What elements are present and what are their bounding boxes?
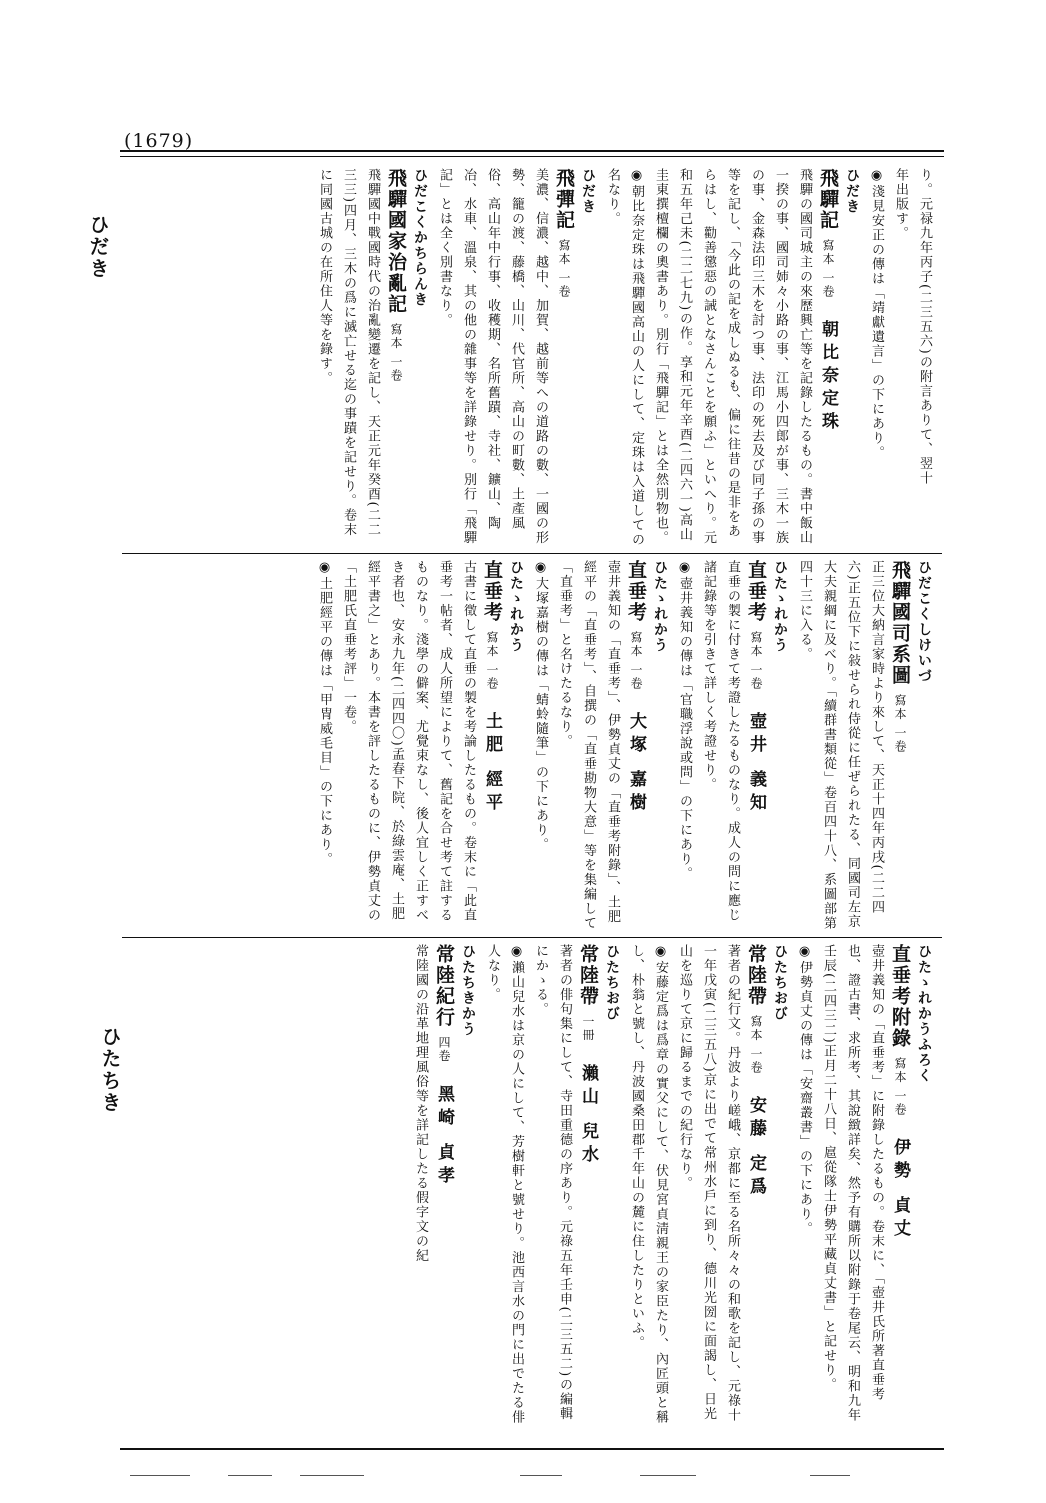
entry-heading [744,944,768,1428]
entry-title: 常陸帶 [745,944,767,1007]
entry-format: 寫本 一卷 [893,1057,907,1117]
entry-heading [888,944,912,1428]
entry-reading: ひだこくかちらんき [412,168,428,308]
entry-author: 大塚 嘉樹 [626,712,646,817]
entry-reading: ひだき [580,168,596,215]
entry-title: 飛驒記 [817,168,839,231]
entry-format: 寫本 一卷 [629,631,643,691]
footer-rule [520,1475,562,1476]
entry-heading [888,560,912,932]
entry [672,560,792,932]
biography-note: ◉壺井義知の傳は「官職浮說或問」の下にあり。 [677,560,692,881]
entry-heading [480,560,504,932]
entry-title: 直垂考 [481,560,503,623]
entry-reading: ひたゝれかう [772,560,788,653]
entry-reading: ひたゝれかう [508,560,524,653]
entry [480,944,624,1428]
entry-author: 壺井 義知 [746,712,766,817]
entry-text: 古書に徵して直垂の製を考論したるもの。卷末に「此直垂考一帖者、成人所望によりて、舊記を合せ考て註するものなり。淺學の僻案、尤覺束なし、後人宜しく正すべき者也、安永九年(二四四〇)孟春下院、於綠雲庵、土肥經平書之」とあり。本書を評したるものに、伊勢貞丈の「土肥氏直垂考評」一卷。 [341,560,476,923]
continuation-line: り。元禄九年丙子(二三五六)の附言ありて、翌十 [917,168,932,486]
entry [792,944,936,1428]
entry-author: 朝比奈定珠 [818,320,838,436]
entry-title: 常陸帶 [577,944,599,1007]
entry-title: 直垂考 [745,560,767,623]
entry-author: 安藤 定爲 [746,1096,766,1201]
entry-format: 一冊 [581,1015,595,1042]
running-head-right: ひたちき [98,1026,122,1114]
bottom-section [130,944,936,1428]
entry-text: 著者の俳句集にして、寺田重德の序あり。元祿五年壬申(二三五二)の編輯にかゝる。 [533,944,572,1422]
entry-title: 直垂考附錄 [889,944,911,1049]
biography-note: ◉土肥經平の傳は「甲冑威毛目」の下にあり。 [317,560,332,867]
entry [312,560,528,932]
entry-reading: ひたちきかう [460,944,476,1037]
running-head-left: ひだき [86,214,110,280]
entry-reading: ひたゝれかうふろく [916,944,932,1084]
entry [312,168,432,548]
footer-rule [228,1475,272,1476]
entry-author: 伊勢 貞丈 [890,1138,910,1243]
top-section [130,168,936,548]
biography-note: ◉大塚嘉樹の傳は「蜻蛉隨筆」の下にあり。 [533,560,548,852]
entry-text: 常陸國の沿革地理風俗等を詳記したる假字文の紀 [413,944,428,1263]
entry-text: 美濃、信濃、越中、加賀、越前等への道路の數、一國の形勢、籠の渡、藤橋、山川、代官所、高山の町數、土產風俗、高山年中行事、收穫期、名所舊蹟、寺社、鑛山、陶冶、水車、溫泉、其の他の雜事等を詳錄せり。別行「飛驒記」とは全く別書なり。 [437,168,548,545]
entry-format: 寫本 一卷 [749,631,763,691]
entry-text: 壺井義知の「直垂考」に附錄したるもの。卷末に、「壺井氏所著直垂考也、證古書、求所考、其說緻詳矣、然予有購所以附錄于卷尾云、明和九年壬辰(二四三二)正月二十八日、扈從隊士伊勢平藏貞丈書」と記せり。 [821,944,884,1423]
entry-author: 黑崎 貞孝 [434,1085,454,1189]
entry-heading [576,944,600,1428]
section-divider [122,937,942,938]
entry [528,560,672,932]
entry-heading [744,560,768,932]
footer-rule [300,1475,364,1476]
entry-reading: ひたちおび [604,944,620,1022]
entry-reading: ひたゝれかう [652,560,668,653]
entry-reading: ひだき [844,168,860,215]
entry-title: 常陸紀行 [433,944,455,1028]
biography-note: ◉安藤定爲は爲章の實父にして、伏見宮貞淸親王の家臣たり、內匠頭と稱し、朴翁と號し、丹波國桑田郡千年山の麓に住したりといふ。 [629,944,668,1425]
page-number: (1679) [124,130,194,152]
footer-rule [130,1475,190,1476]
entry-text: 壺井義知の「直垂考」、伊勢貞丈の「直垂考附錄」、土肥經平の「直垂考」、自撰の「直垂勘物大意」等を集編して「直垂考」と名けたるなり。 [557,560,620,931]
entry-heading [816,168,840,548]
middle-section [130,560,936,932]
entry-format: 寫本 一卷 [893,694,907,754]
entry-format: 寫本 一卷 [485,631,499,691]
entry-reading: ひだこくしけいづ [916,560,932,684]
biography-note: ◉朝比奈定珠は飛驒國高山の人にして、定珠は入道しての名なり。 [605,168,644,547]
entry-heading [624,560,648,932]
entry-title: 飛驒國司系圖 [889,560,911,686]
entry-format: 寫本 一卷 [389,323,403,383]
entry-heading [384,168,408,548]
footer-rule [640,1475,696,1476]
entry [624,944,792,1428]
entry-heading [552,168,576,548]
entry-title: 飛彈記 [553,168,575,231]
continuation-line: 年出版す。 [893,168,908,241]
biography-note: ◉瀨山兒水は京の人にして、芳樹軒と號せり。池西言水の門に出でたる俳人なり。 [485,944,524,1425]
biography-note: ◉淺見安正の傳は「靖獻遺言」の下にあり。 [869,168,884,460]
entry-format: 寫本 一卷 [749,1015,763,1075]
entry [432,168,600,548]
entry [792,560,936,932]
entry-title: 飛驒國家治亂記 [385,168,407,315]
section-divider [122,553,942,554]
entry-text: 正三位大納言家時より來して、天正十四年丙戌(二二四六)正五位下に敍せられ侍從に任ぜられたる、同國司左京大夫親綱に及べり。「續群書類從」卷百四十八、系圖部第四十三に入る。 [797,560,884,931]
entry-title: 直垂考 [625,560,647,623]
entry-format: 寫本 一卷 [557,239,571,299]
entry-reading: ひたちおび [772,944,788,1022]
biography-note: ◉伊勢貞丈の傳は「安齋叢書」の下にあり。 [797,944,812,1236]
entry-format: 寫本 一卷 [821,239,835,299]
entry-text: 飛驒の國司城主の來歷興亡等を記錄したるもの。書中飯山一揆の事、國司姉々小路の事、江馬小四郎が事、三木一族の事、金森法印三木を討つ事、法印の死去及び同子孫の事等を記し、「今此の記を成しぬるも、偏に往昔の是非をあらはし、勸善懲惡の誡となさんことを願ふ」といへり。元和五年己未(二二七九)の作。享和元年辛酉(二四六一)高山圭東撰檀欄の奧書あり。別行「飛驒記」とは全然別物也。 [653,168,812,545]
entry-author: 土肥 經平 [482,712,502,817]
footer-rule [810,1475,850,1476]
entry-format: 四卷 [437,1036,451,1063]
entry [600,168,864,548]
entry-text: 著者の紀行文。丹波より嵯峨、京都に至る名所々々の和歌を記し、元祿十一年戊寅(二三五八)京に出でて常州水戶に到り、德川光圀に面謁し、日光山を巡りて京に歸るまでの紀行なり。 [677,944,740,1423]
entry-text: 飛驒國中戰國時代の治亂變遷を記し、天正元年癸酉(二二三三)四月、三木の爲に滅亡せる迄の事蹟を記せり。卷末に同國古城の在所住人等を錄す。 [317,168,380,538]
entry-heading [432,944,456,1428]
entry-text: 直垂の製に付きて考證したるものなり。成人の問に應じ諸記錄等を引きて詳しく考證せり。 [701,560,740,923]
entry-author: 瀨山 兒水 [578,1064,598,1168]
entry [408,944,480,1428]
